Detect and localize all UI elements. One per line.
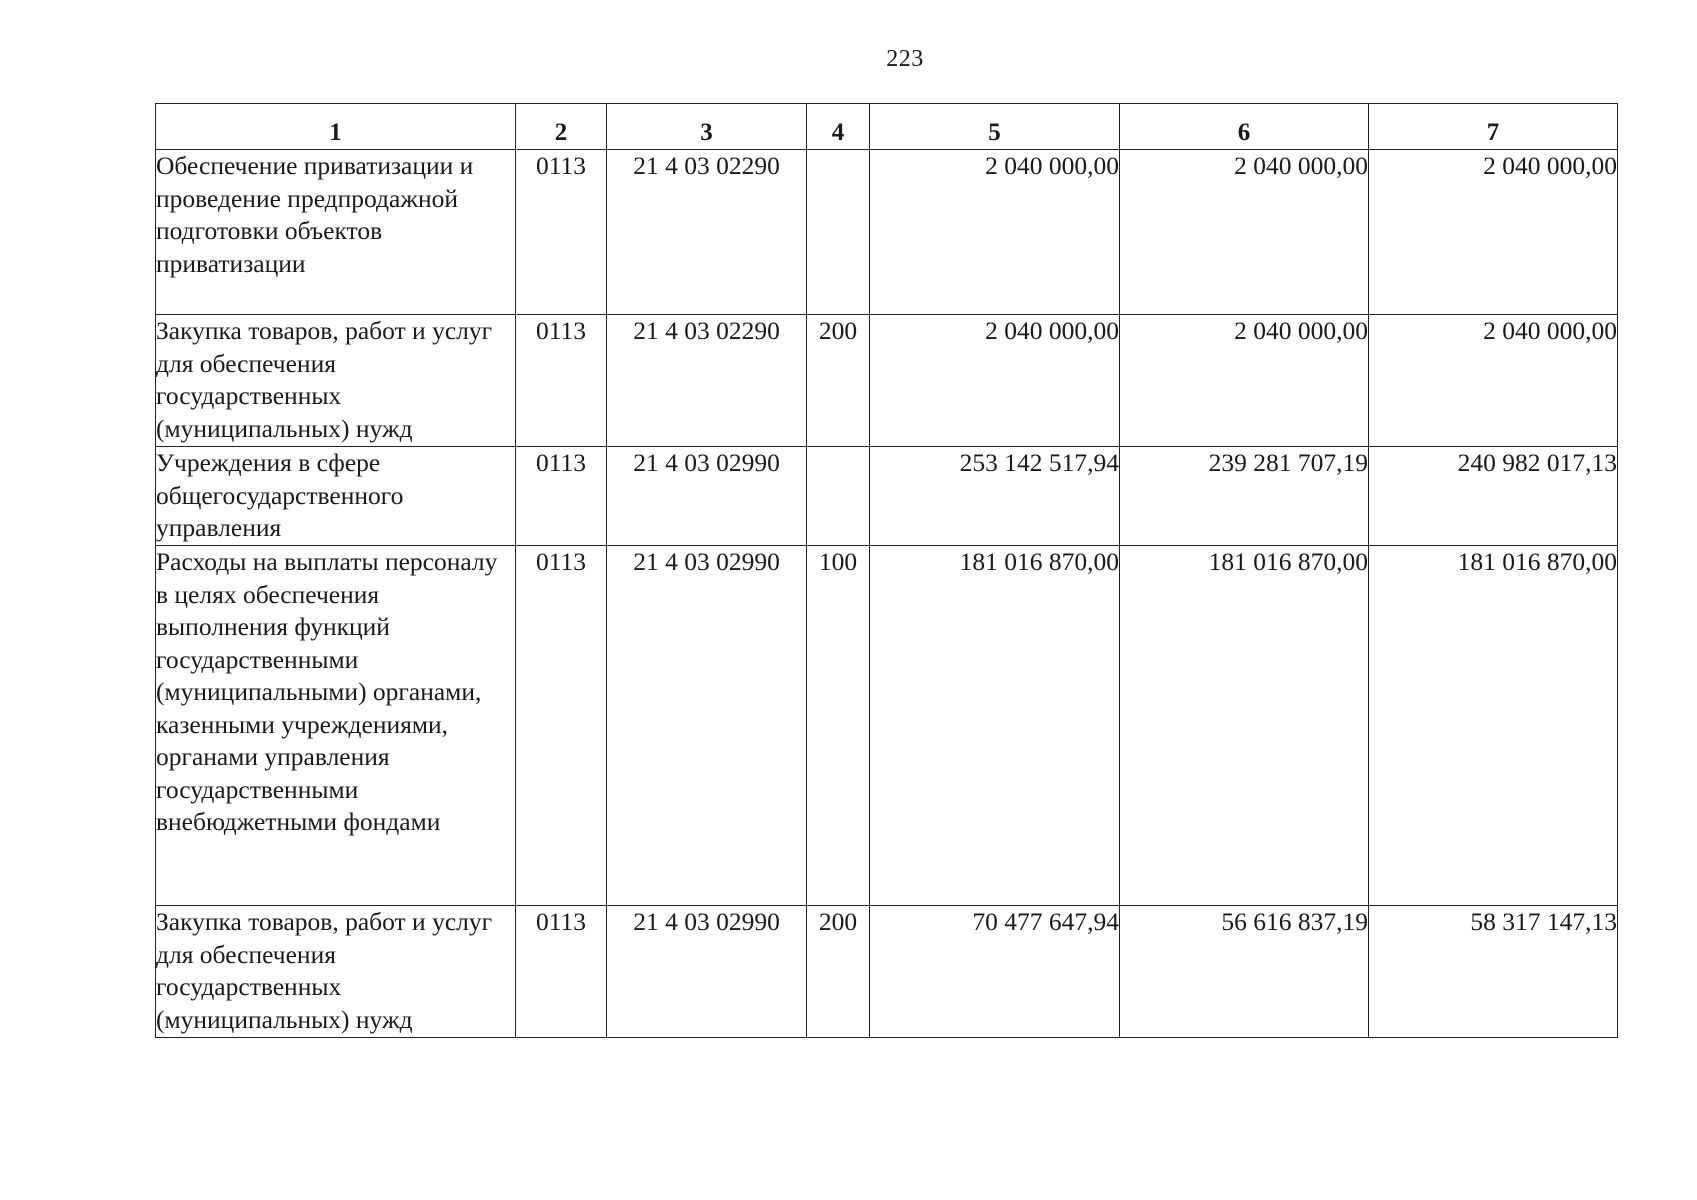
- target-article-code: 21 4 03 02990: [607, 447, 807, 546]
- expense-type-code: [807, 150, 870, 315]
- expense-name: Закупка товаров, работ и услуг для обеспечения государственных (муниципальных) нужд: [156, 906, 516, 1038]
- expense-type-code: [807, 447, 870, 546]
- amount-col-5: 181 016 870,00: [870, 546, 1120, 906]
- amount-col-6: 181 016 870,00: [1120, 546, 1369, 906]
- table-row: [156, 447, 1618, 546]
- amount-col-5: 70 477 647,94: [870, 906, 1120, 1038]
- budget-table: [155, 103, 1618, 1038]
- amount-col-7: 2 040 000,00: [1369, 150, 1618, 315]
- column-header: 7: [1369, 104, 1618, 150]
- amount-col-7: 181 016 870,00: [1369, 546, 1618, 906]
- expense-name: Обеспечение приватизации и проведение предпродажной подготовки объектов приватизации: [156, 150, 516, 315]
- target-article-code: 21 4 03 02990: [607, 906, 807, 1038]
- expense-type-code: 200: [807, 315, 870, 447]
- target-article-code: 21 4 03 02290: [607, 315, 807, 447]
- table-row: [156, 906, 1618, 1038]
- table-row: [156, 546, 1618, 906]
- table-row: [156, 150, 1618, 315]
- column-header: 3: [607, 104, 807, 150]
- column-header: 4: [807, 104, 870, 150]
- amount-col-5: 2 040 000,00: [870, 150, 1120, 315]
- amount-col-7: 2 040 000,00: [1369, 315, 1618, 447]
- amount-col-7: 58 317 147,13: [1369, 906, 1618, 1038]
- column-header: 2: [516, 104, 607, 150]
- section-code: 0113: [516, 315, 607, 447]
- section-code: 0113: [516, 906, 607, 1038]
- amount-col-6: 2 040 000,00: [1120, 315, 1369, 447]
- table-row: [156, 315, 1618, 447]
- expense-type-code: 200: [807, 906, 870, 1038]
- header-row: [156, 104, 1618, 150]
- page-number: 223: [886, 46, 924, 72]
- amount-col-6: 56 616 837,19: [1120, 906, 1369, 1038]
- amount-col-6: 2 040 000,00: [1120, 150, 1369, 315]
- section-code: 0113: [516, 150, 607, 315]
- expense-name: Расходы на выплаты персоналу в целях обеспечения выполнения функций государственными (муниципальными) органами, казенными учреждениями, органами управления государственными внебюджетными фондами: [156, 546, 516, 906]
- amount-col-6: 239 281 707,19: [1120, 447, 1369, 546]
- column-header: 6: [1120, 104, 1369, 150]
- expense-name: Закупка товаров, работ и услуг для обеспечения государственных (муниципальных) нужд: [156, 315, 516, 447]
- column-header: 5: [870, 104, 1120, 150]
- expense-name: Учреждения в сфере общегосударственного управления: [156, 447, 516, 546]
- column-header: 1: [156, 104, 516, 150]
- section-code: 0113: [516, 546, 607, 906]
- amount-col-5: 2 040 000,00: [870, 315, 1120, 447]
- target-article-code: 21 4 03 02290: [607, 150, 807, 315]
- target-article-code: 21 4 03 02990: [607, 546, 807, 906]
- section-code: 0113: [516, 447, 607, 546]
- amount-col-5: 253 142 517,94: [870, 447, 1120, 546]
- expense-type-code: 100: [807, 546, 870, 906]
- amount-col-7: 240 982 017,13: [1369, 447, 1618, 546]
